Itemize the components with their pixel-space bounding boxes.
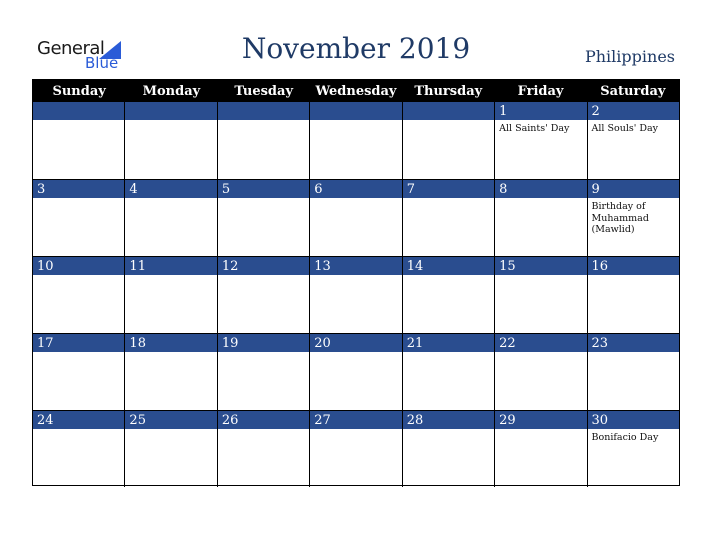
day-number: 30 <box>588 411 679 429</box>
day-cell <box>217 102 309 179</box>
calendar-week <box>33 179 679 256</box>
holiday-text <box>310 352 401 410</box>
day-cell <box>309 411 401 487</box>
holiday-text <box>218 198 309 256</box>
day-cell <box>494 180 586 256</box>
day-number: 18 <box>125 334 216 352</box>
holiday-text: Birthday of Muhammad (Mawlid) <box>591 201 649 235</box>
calendar-grid <box>32 79 680 486</box>
day-number: 4 <box>125 180 216 198</box>
day-cell <box>309 180 401 256</box>
day-number: 9 <box>588 180 679 198</box>
weekday-sunday: Sunday <box>52 83 106 99</box>
holiday-text <box>125 120 216 179</box>
holiday-text <box>33 429 124 487</box>
weekday-header <box>33 80 679 102</box>
day-number: 3 <box>33 180 124 198</box>
holiday-text <box>588 275 679 333</box>
holiday-text: Bonifacio Day <box>591 432 659 443</box>
day-cell <box>587 102 679 179</box>
holiday-text <box>495 275 586 333</box>
holiday-text <box>310 198 401 256</box>
holiday-text <box>33 275 124 333</box>
holiday-text: All Souls' Day <box>591 123 659 134</box>
weeks-container <box>33 102 679 487</box>
day-cell <box>587 411 679 487</box>
holiday-text <box>125 429 216 487</box>
day-cell <box>33 411 124 487</box>
weekday-thursday: Thursday <box>414 83 483 99</box>
day-cell <box>33 180 124 256</box>
day-number: 12 <box>218 257 309 275</box>
holiday-text <box>495 429 586 487</box>
day-cell <box>124 257 216 333</box>
day-cell <box>124 102 216 179</box>
holiday-text <box>310 429 401 487</box>
day-cell <box>217 411 309 487</box>
holiday-text <box>495 352 586 410</box>
day-cell <box>402 411 494 487</box>
holiday-text <box>403 352 494 410</box>
country-label: Philippines <box>584 47 675 66</box>
holiday-text <box>588 352 679 410</box>
day-number: 2 <box>588 102 679 120</box>
holiday-text <box>33 120 124 179</box>
day-number: 16 <box>588 257 679 275</box>
logo-blue-text: Blue <box>85 54 119 72</box>
holiday-text <box>125 198 216 256</box>
day-cell <box>124 334 216 410</box>
holiday-text <box>218 352 309 410</box>
day-number: 25 <box>125 411 216 429</box>
day-cell <box>402 334 494 410</box>
day-cell <box>309 102 401 179</box>
day-cell <box>309 334 401 410</box>
day-number: 1 <box>495 102 586 120</box>
holiday-text <box>218 429 309 487</box>
day-cell <box>402 257 494 333</box>
holiday-text <box>403 429 494 487</box>
holiday-text <box>33 352 124 410</box>
day-number: 5 <box>218 180 309 198</box>
day-cell <box>494 102 586 179</box>
holiday-text <box>403 275 494 333</box>
day-number: 14 <box>403 257 494 275</box>
weekday-friday: Friday <box>517 83 564 99</box>
day-number: 17 <box>33 334 124 352</box>
day-cell <box>124 411 216 487</box>
day-cell <box>494 257 586 333</box>
day-number: 28 <box>403 411 494 429</box>
day-cell <box>309 257 401 333</box>
day-cell <box>124 180 216 256</box>
day-cell <box>587 334 679 410</box>
holiday-text <box>218 275 309 333</box>
day-number: 10 <box>33 257 124 275</box>
day-cell <box>402 180 494 256</box>
day-number: 11 <box>125 257 216 275</box>
day-cell <box>217 180 309 256</box>
holiday-text <box>403 120 494 179</box>
day-number <box>218 102 309 120</box>
day-cell <box>33 257 124 333</box>
day-number: 15 <box>495 257 586 275</box>
holiday-text <box>495 198 586 256</box>
calendar-week <box>33 102 679 179</box>
day-cell <box>587 180 679 256</box>
holiday-text <box>33 198 124 256</box>
day-number: 13 <box>310 257 401 275</box>
day-number: 29 <box>495 411 586 429</box>
day-number: 19 <box>218 334 309 352</box>
holiday-text <box>218 120 309 179</box>
day-number <box>33 102 124 120</box>
calendar-week <box>33 333 679 410</box>
day-number: 7 <box>403 180 494 198</box>
holiday-text <box>125 275 216 333</box>
day-number: 23 <box>588 334 679 352</box>
holiday-text: All Saints' Day <box>499 123 570 134</box>
day-cell <box>494 334 586 410</box>
day-cell <box>402 102 494 179</box>
day-number <box>125 102 216 120</box>
calendar-week <box>33 256 679 333</box>
day-number: 20 <box>310 334 401 352</box>
day-cell <box>217 334 309 410</box>
calendar-week <box>33 410 679 487</box>
holiday-text <box>310 275 401 333</box>
day-number <box>403 102 494 120</box>
day-number <box>310 102 401 120</box>
weekday-wednesday: Wednesday <box>315 83 397 99</box>
holiday-text <box>310 120 401 179</box>
holiday-text <box>125 352 216 410</box>
day-number: 26 <box>218 411 309 429</box>
day-cell <box>494 411 586 487</box>
day-number: 21 <box>403 334 494 352</box>
day-cell <box>217 257 309 333</box>
day-cell <box>33 334 124 410</box>
day-number: 8 <box>495 180 586 198</box>
holiday-text <box>403 198 494 256</box>
page-title: November 2019 <box>241 32 471 65</box>
day-number: 24 <box>33 411 124 429</box>
day-cell <box>33 102 124 179</box>
day-number: 22 <box>495 334 586 352</box>
day-number: 6 <box>310 180 401 198</box>
weekday-saturday: Saturday <box>600 83 666 99</box>
day-cell <box>587 257 679 333</box>
weekday-monday: Monday <box>142 83 201 99</box>
logo-general-text: General <box>37 38 105 59</box>
day-number: 27 <box>310 411 401 429</box>
weekday-tuesday: Tuesday <box>234 83 293 99</box>
